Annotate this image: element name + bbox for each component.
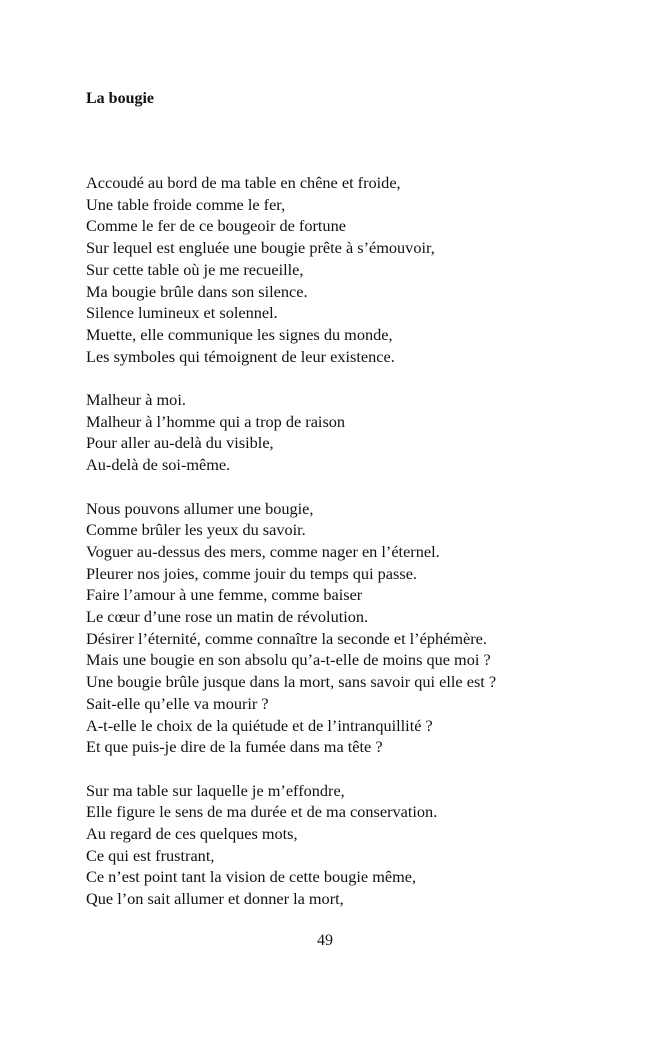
poem-line: Mais une bougie en son absolu qu’a-t-elle de moins que moi ? <box>86 650 491 670</box>
poem-line: Que l’on sait allumer et donner la mort, <box>86 889 344 909</box>
poem-line: Désirer l’éternité, comme connaître la seconde et l’éphémère. <box>86 628 487 648</box>
poem-line: Une bougie brûle jusque dans la mort, sans savoir qui elle est ? <box>86 672 497 692</box>
stanza <box>86 498 626 758</box>
poem-line: Comme brûler les yeux du savoir. <box>86 520 306 540</box>
poem-line: Au-delà de soi-même. <box>86 455 231 475</box>
poem-line: Malheur à l’homme qui a trop de raison <box>86 411 346 431</box>
poem-line: Pleurer nos joies, comme jouir du temps qui passe. <box>86 563 417 583</box>
poem-line: Une table froide comme le fer, <box>86 194 286 214</box>
poem-line: Nous pouvons allumer une bougie, <box>86 498 314 518</box>
poem-line: Malheur à moi. <box>86 390 186 410</box>
poem-line: A-t-elle le choix de la quiétude et de l’intranquillité ? <box>86 715 433 735</box>
poem-line: Ce n’est point tant la vision de cette bougie même, <box>86 867 417 887</box>
poem-line: Les symboles qui témoignent de leur existence. <box>86 346 395 366</box>
poem-line: Sur ma table sur laquelle je m’effondre, <box>86 780 345 800</box>
poem-line: Le cœur d’une rose un matin de révolution. <box>86 607 369 627</box>
poem-line: Ce qui est frustrant, <box>86 845 215 865</box>
page-number: 49 <box>317 932 333 949</box>
poem-line: Comme le fer de ce bougeoir de fortune <box>86 216 346 236</box>
poem-line: Silence lumineux et solennel. <box>86 303 278 323</box>
poem-line: Ma bougie brûle dans son silence. <box>86 281 308 301</box>
poem-line: Voguer au-dessus des mers, comme nager en l’éternel. <box>86 541 440 561</box>
poem-line: Sur lequel est engluée une bougie prête à s’émouvoir, <box>86 238 435 258</box>
poem-line: Faire l’amour à une femme, comme baiser <box>86 585 363 605</box>
stanza <box>86 389 626 476</box>
poem-line: Pour aller au-delà du visible, <box>86 433 274 453</box>
poem-line: Au regard de ces quelques mots, <box>86 824 298 844</box>
poem-line: Elle figure le sens de ma durée et de ma conservation. <box>86 802 438 822</box>
poem-line: Sait-elle qu’elle va mourir ? <box>86 693 269 713</box>
poem-title: La bougie <box>86 90 155 107</box>
poem-body <box>86 172 626 932</box>
poem-line: Sur cette table où je me recueille, <box>86 259 304 279</box>
poem-line: Accoudé au bord de ma table en chêne et froide, <box>86 173 401 192</box>
poem-line: Muette, elle communique les signes du monde, <box>86 324 393 344</box>
stanza <box>86 172 626 367</box>
poem-line: Et que puis-je dire de la fumée dans ma tête ? <box>86 737 383 757</box>
stanza <box>86 780 626 910</box>
